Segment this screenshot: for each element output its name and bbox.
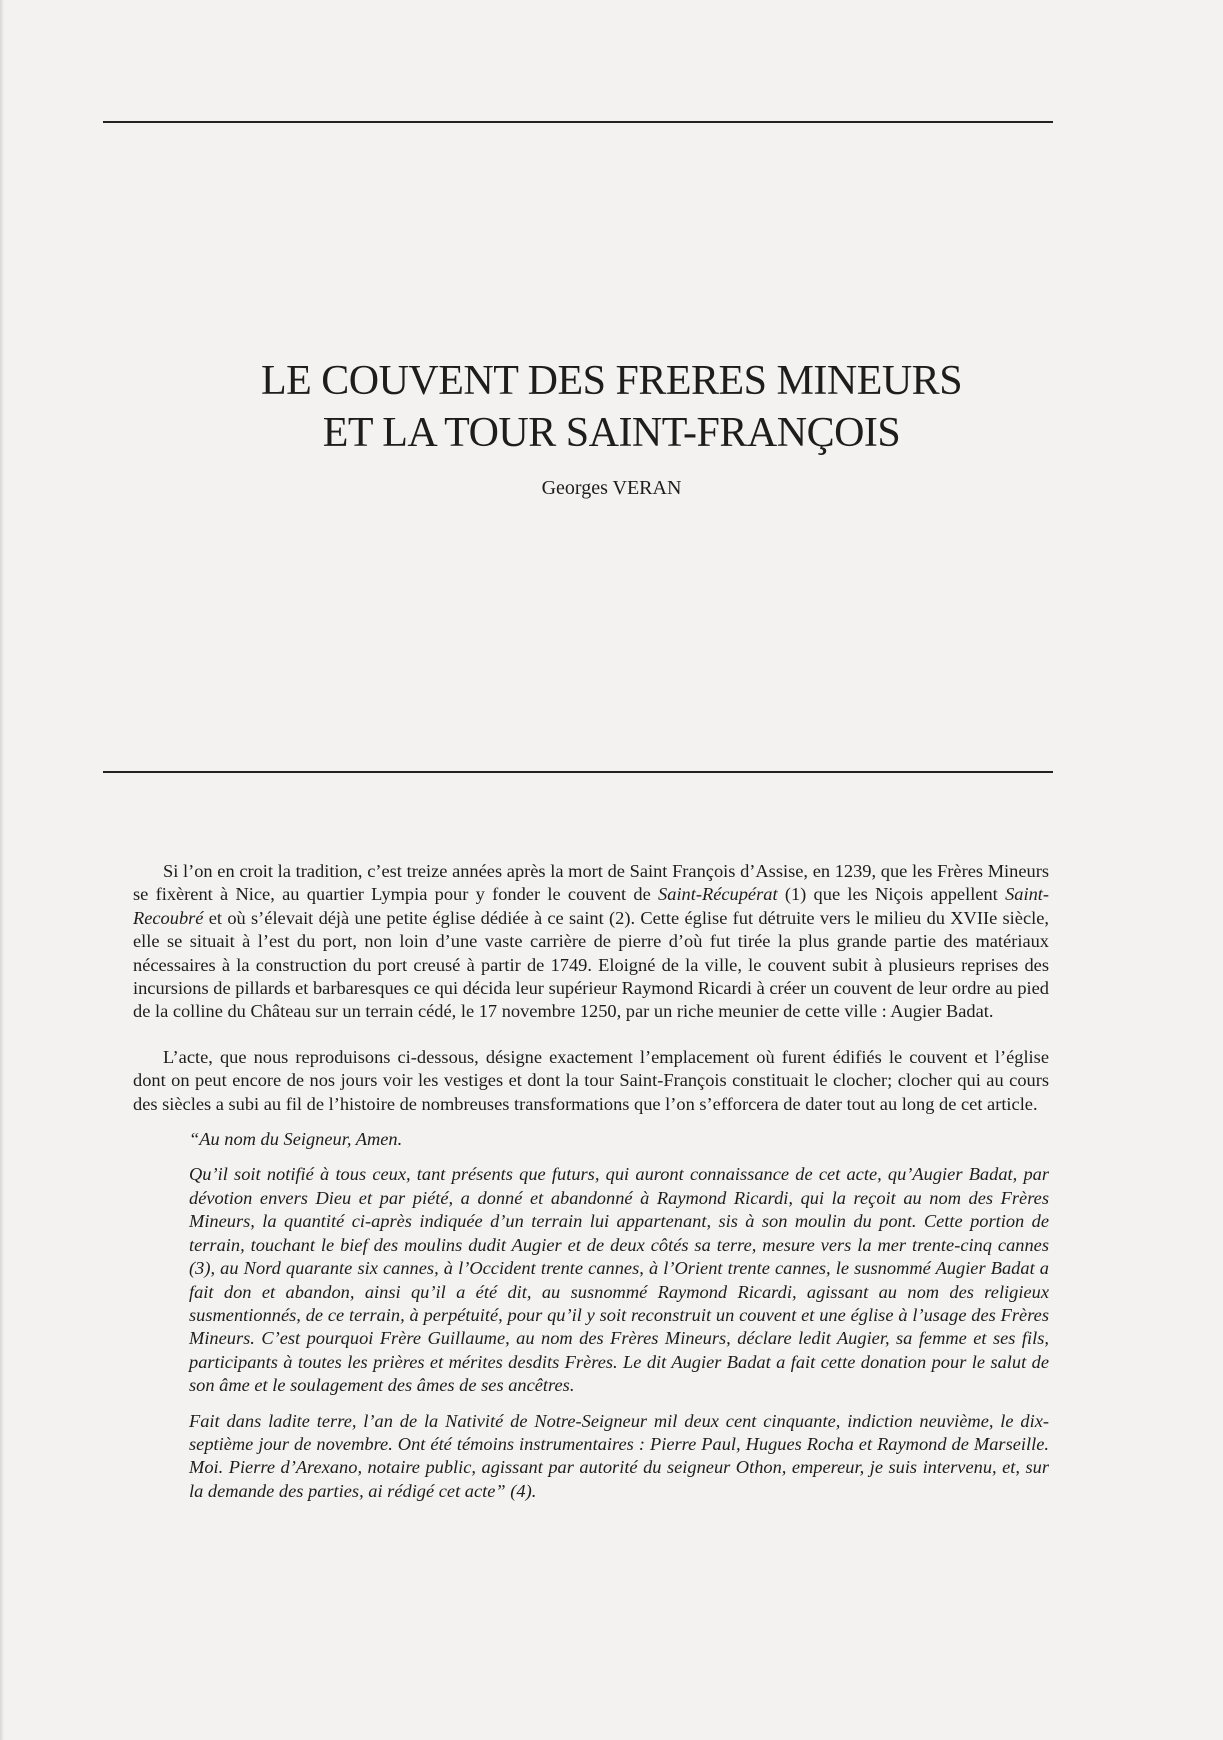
paragraph-1-part-2: (1) que les Niçois appellent (777, 884, 1006, 905)
paragraph-1-italic-1: Saint-Récupérat (658, 884, 778, 905)
paragraph-1 (133, 860, 1049, 1024)
top-rule (103, 121, 1053, 123)
quote-body-2: Fait dans ladite terre, l’an de la Nativité de Notre-Seigneur mil deux cent cinquante, indiction neuvième, le dix-septième jour de novembre. Ont été témoins instrumentaires : Pierre Paul, Hugues Rocha et Raymond de Marseille. Moi. Pierre d’Arexano, notaire public, agissant par autorité du seigneur Othon, empereur, je suis intervenu, et, sur la demande des parties, ai rédigé cet acte” (4). (189, 1410, 1049, 1501)
paragraph-1-part-1: Si l’on en croit la tradition, c’est treize années après la mort de Saint François d’Assise, en 1239, que les Frères Mineurs se fixèrent à Nice, au quartier Lympia pour y fonder le couvent de (133, 861, 1049, 905)
paragraph-2: L’acte, que nous reproduisons ci-dessous, désigne exactement l’emplacement où furent édifiés le couvent et l’église dont on peut encore de nos jours voir les vestiges et dont la tour Saint-François constituait le clocher; clocher qui au cours des siècles a subi au fil de l’histoire de nombreuses transformations que l’on s’efforcera de dater tout au long de cet article. (133, 1046, 1049, 1114)
article-title (0, 355, 1223, 459)
title-line-2: ET LA TOUR SAINT-FRANÇOIS (322, 410, 901, 456)
title-line-1: LE COUVENT DES FRERES MINEURS (260, 358, 963, 404)
author-name: Georges VERAN (541, 477, 682, 499)
article-body (133, 860, 1049, 1515)
section-rule (103, 771, 1053, 773)
page-edge (0, 0, 4, 1740)
quote-body-1: Qu’il soit notifié à tous ceux, tant présents que futurs, qui auront connaissance de cet acte, qu’Augier Badat, par dévotion envers Dieu et par piété, a donné et abandonné à Raymond Ricardi, qui la reçoit au nom des Frères Mineurs, la quantité ci-après indiquée d’un terrain lui appartenant, sis à son moulin du pont. Cette portion de terrain, touchant le bief des moulins dudit Augier et de deux côtés sa terre, mesure vers la mer trente-cinq cannes (3), au Nord quarante six cannes, à l’Occident trente cannes, à l’Orient trente cannes, le susnommé Augier Badat a fait don et abandon, ainsi qu’il a été dit, au susnommé Raymond Ricardi, agissant au nom des religieux susmentionnés, de ce terrain, à perpétuité, pour qu’il y soit reconstruit un couvent et une église à l’usage des Frères Mineurs. C’est pourquoi Frère Guillaume, au nom des Frères Mineurs, déclare ledit Augier, sa femme et ses fils, participants à toutes les prières et mérites desdits Frères. Le dit Augier Badat a fait cette donation pour le salut de son âme et le soulagement des âmes de ses ancêtres. (189, 1164, 1049, 1396)
paragraph-1-italic-2: Saint-Recoubré (133, 884, 1049, 928)
paragraph-1-part-3: et où s’élevait déjà une petite église dédiée à ce saint (2). Cette église fut détruite vers le milieu du XVIIe siècle, elle se situait à l’est du port, non loin d’une vaste carrière de pierre d’où fut tirée la plus grande partie des matériaux nécessaires à la construction du port creusé à partir de 1749. Eloigné de la ville, le couvent subit à plusieurs reprises des incursions de pillards et barbaresques ce qui décida leur supérieur Raymond Ricardi à créer un couvent de leur ordre au pied de la colline du Château sur un terrain cédé, le 17 novembre 1250, par un riche meunier de cette ville : Augier Badat. (133, 907, 1049, 1022)
quote-opening: “Au nom du Seigneur, Amen. (189, 1129, 403, 1150)
